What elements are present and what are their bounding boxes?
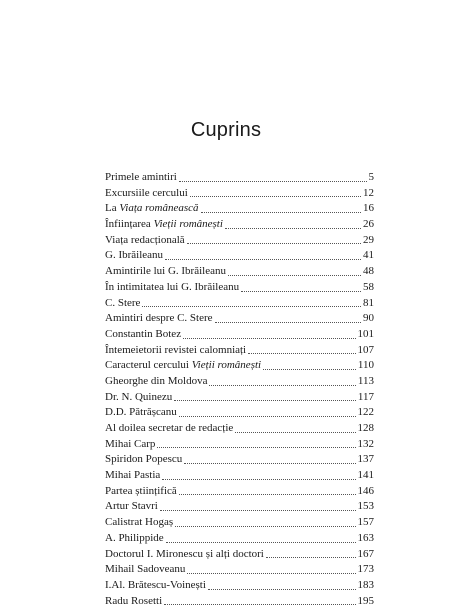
toc-entry — [105, 499, 374, 515]
table-of-contents — [105, 170, 374, 609]
toc-page-number: 41 — [363, 249, 374, 262]
toc-entry-title — [105, 437, 157, 453]
toc-page-number: 101 — [357, 327, 374, 340]
toc-page-number: 113 — [357, 374, 374, 387]
toc-entry-title-text: Mihail Sadoveanu — [105, 563, 186, 576]
toc-page-number: 107 — [357, 343, 374, 356]
toc-entry-title-text: La — [105, 202, 120, 215]
toc-entry-title-text: I.Al. Brătescu-Voinești — [105, 578, 206, 591]
toc-entry-title-text: Partea științifică — [105, 484, 177, 497]
toc-entry-title — [105, 515, 175, 531]
dot-leader — [142, 306, 361, 307]
toc-entry — [105, 421, 374, 437]
toc-entry-title — [105, 311, 215, 327]
toc-entry-title-text: Primele amintiri — [105, 171, 177, 183]
toc-entry-title-italic: Vieții românești — [153, 218, 223, 231]
toc-entry — [105, 201, 374, 217]
toc-entry-title — [105, 562, 187, 578]
dot-leader — [160, 510, 356, 511]
toc-entry-title — [105, 390, 174, 406]
toc-page-number: 173 — [357, 563, 374, 576]
toc-entry — [105, 405, 374, 421]
toc-entry-title-text: Caracterul cercului — [105, 359, 192, 372]
toc-page-number: 12 — [363, 186, 374, 199]
toc-entry-title-text: Mihai Pastia — [105, 469, 161, 482]
dot-leader — [165, 259, 361, 260]
toc-page-number: 110 — [357, 359, 374, 372]
toc-page-number: 122 — [357, 406, 374, 419]
dot-leader — [187, 573, 355, 574]
toc-entry — [105, 515, 374, 531]
toc-entry-title-text: Înființarea — [105, 218, 154, 231]
toc-entry-title — [105, 578, 208, 594]
dot-leader — [225, 228, 361, 229]
toc-entry — [105, 452, 374, 468]
toc-entry — [105, 594, 374, 609]
toc-entry-title-text: În intimitatea lui G. Ibrăileanu — [105, 280, 240, 293]
toc-page-number: 5 — [368, 171, 374, 183]
dot-leader — [184, 463, 355, 464]
dot-leader — [166, 542, 356, 543]
toc-entry — [105, 217, 374, 233]
toc-entry-title — [105, 264, 228, 280]
toc-entry — [105, 186, 374, 202]
toc-entry — [105, 484, 374, 500]
toc-page-number: 157 — [357, 516, 374, 529]
toc-entry — [105, 374, 374, 390]
toc-entry-title — [105, 201, 201, 217]
toc-page-number: 137 — [357, 453, 374, 466]
toc-entry-title — [105, 186, 190, 202]
dot-leader — [183, 338, 355, 339]
toc-entry-title-text: Doctorul I. Mironescu și alți doctori — [105, 547, 264, 560]
toc-page-number: 117 — [357, 390, 374, 403]
toc-entry-title-text: G. Ibrăileanu — [105, 249, 164, 262]
toc-entry — [105, 578, 374, 594]
toc-page-number: 58 — [363, 280, 374, 293]
page-title: Cuprins — [190, 119, 262, 141]
toc-entry-title — [105, 452, 184, 468]
dot-leader — [175, 526, 355, 527]
toc-page-number: 132 — [357, 437, 374, 450]
toc-entry-title — [105, 421, 235, 437]
toc-entry-title — [105, 358, 263, 374]
toc-entry-title — [105, 327, 183, 343]
dot-leader — [187, 243, 361, 244]
dot-leader — [201, 212, 362, 213]
toc-entry — [105, 531, 374, 547]
toc-entry-title — [105, 531, 166, 547]
toc-entry-title — [105, 594, 164, 609]
toc-entry-title-text: C. Stere — [105, 296, 141, 309]
toc-entry-title-text: Al doilea secretar de redacție — [105, 422, 234, 434]
toc-entry — [105, 343, 374, 359]
dot-leader — [209, 385, 355, 386]
toc-entry — [105, 296, 374, 312]
dot-leader — [228, 275, 361, 276]
toc-page-number: 163 — [357, 531, 374, 544]
toc-entry — [105, 547, 374, 563]
toc-page-number: 81 — [363, 296, 374, 309]
toc-entry — [105, 311, 374, 327]
toc-entry-title — [105, 405, 179, 421]
toc-entry-title-text: Amintirile lui G. Ibrăileanu — [105, 265, 226, 278]
dot-leader — [179, 181, 367, 182]
toc-entry — [105, 468, 374, 484]
toc-entry — [105, 280, 374, 296]
toc-entry — [105, 437, 374, 453]
dot-leader — [248, 353, 355, 354]
toc-page-number: 26 — [363, 218, 374, 231]
dot-leader — [215, 322, 361, 323]
toc-entry-title-text: A. Philippide — [105, 531, 164, 544]
toc-entry-title — [105, 343, 248, 359]
toc-page-number: 48 — [363, 265, 374, 278]
toc-entry — [105, 390, 374, 406]
toc-entry-title — [105, 233, 187, 249]
toc-entry-title-italic: Viața românească — [119, 202, 199, 215]
dot-leader — [179, 416, 356, 417]
toc-entry-title-text: Viața redacțională — [105, 233, 185, 246]
toc-entry-title — [105, 296, 142, 312]
toc-entry-title — [105, 248, 165, 264]
toc-entry-title-text: Întemeietorii revistei calomniați — [105, 343, 247, 356]
dot-leader — [157, 447, 355, 448]
toc-page-number: 128 — [357, 422, 374, 434]
toc-entry-title-text: Amintiri despre C. Stere — [105, 312, 213, 325]
dot-leader — [266, 557, 356, 558]
toc-page-number: 146 — [357, 484, 374, 497]
toc-entry-title — [105, 170, 179, 186]
toc-entry-title-text: Mihai Carp — [105, 437, 156, 450]
toc-entry-title-text: D.D. Pătrășcanu — [105, 406, 177, 419]
toc-page-number: 29 — [363, 233, 374, 246]
toc-page-number: 16 — [363, 202, 374, 215]
toc-entry-title-italic: Vieții românești — [191, 359, 262, 372]
toc-entry-title — [105, 484, 179, 500]
toc-entry-title — [105, 499, 160, 515]
toc-entry-title — [105, 217, 225, 233]
toc-entry-title-text: Constantin Botez — [105, 327, 182, 340]
toc-page-number: 90 — [363, 312, 374, 325]
dot-leader — [162, 479, 355, 480]
dot-leader — [235, 432, 355, 433]
toc-entry — [105, 264, 374, 280]
toc-page-number: 183 — [357, 578, 374, 591]
toc-page-number: 153 — [357, 500, 374, 513]
toc-entry-title-text: Spiridon Popescu — [105, 453, 183, 466]
dot-leader — [241, 291, 361, 292]
toc-entry — [105, 233, 374, 249]
toc-entry — [105, 327, 374, 343]
toc-entry — [105, 358, 374, 374]
toc-entry-title-text: Dr. N. Quinezu — [105, 390, 173, 403]
dot-leader — [179, 494, 356, 495]
dot-leader — [263, 369, 356, 370]
toc-page-number: 167 — [357, 547, 374, 560]
toc-page-number: 195 — [357, 594, 374, 607]
toc-entry-title-text: Radu Rosetti — [105, 594, 163, 607]
toc-entry — [105, 248, 374, 264]
toc-entry-title — [105, 547, 266, 563]
dot-leader — [208, 589, 356, 590]
toc-entry-title — [105, 468, 162, 484]
toc-entry-title-text: Excursiile cercului — [105, 186, 188, 199]
dot-leader — [164, 604, 355, 605]
toc-entry-title-text: Calistrat Hogaș — [105, 516, 174, 529]
toc-page-number: 141 — [357, 469, 374, 482]
dot-leader — [174, 400, 356, 401]
toc-entry-title-text: Artur Stavri — [105, 500, 158, 513]
toc-entry-title — [105, 374, 209, 390]
toc-entry-title — [105, 280, 241, 296]
toc-entry — [105, 562, 374, 578]
toc-entry — [105, 170, 374, 186]
toc-entry-title-text: Gheorghe din Moldova — [105, 374, 208, 387]
dot-leader — [190, 196, 361, 197]
